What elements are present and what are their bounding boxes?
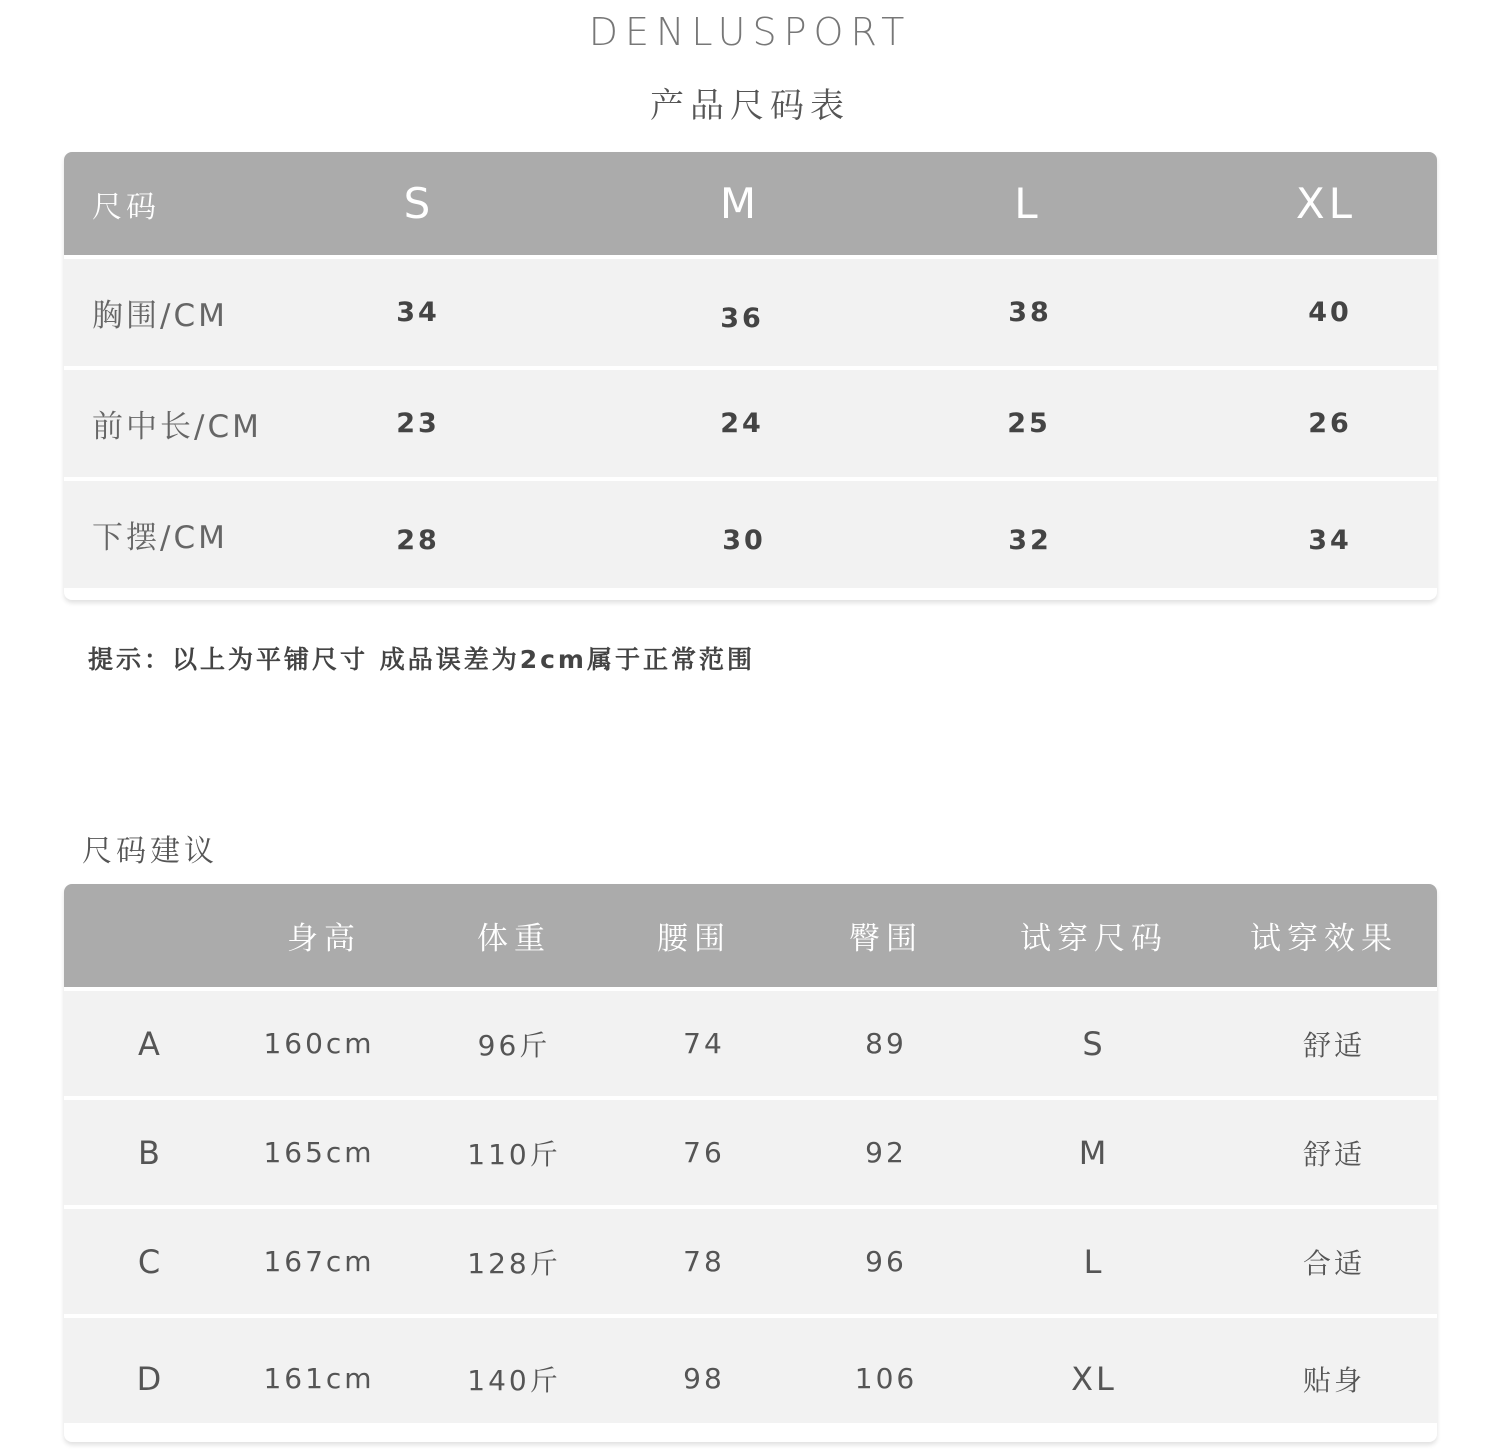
header-size-m: M (719, 179, 761, 228)
header-waist: 腰围 (657, 921, 731, 957)
table-cell: 24 (720, 408, 764, 439)
table-cell: 26 (1308, 408, 1352, 439)
header-weight: 体重 (477, 921, 551, 957)
table-cell: 128斤 (467, 1246, 561, 1280)
row-label: 胸围/CM (92, 298, 228, 334)
table-row (64, 481, 1437, 588)
table-cell: 74 (683, 1027, 725, 1060)
table-cell: 25 (1007, 408, 1051, 439)
table-cell: 78 (683, 1245, 725, 1278)
header-size-xl: XL (1295, 179, 1357, 228)
table-cell: 34 (396, 297, 440, 328)
table-cell: 89 (865, 1027, 907, 1060)
table-cell: 32 (1008, 525, 1052, 556)
table-cell: 161cm (263, 1362, 375, 1395)
table-cell: 106 (854, 1362, 918, 1395)
table-cell: 96 (865, 1245, 907, 1278)
table-cell: 38 (1008, 297, 1052, 328)
table-cell: S (1082, 1024, 1106, 1063)
table-cell: XL (1071, 1359, 1117, 1398)
page-title: 产品尺码表 (650, 86, 850, 126)
table-cell: 舒适 (1302, 1137, 1365, 1171)
table-cell: 36 (720, 303, 764, 334)
size-table-header (64, 152, 1437, 255)
table-cell: 92 (865, 1136, 907, 1169)
row-label: D (136, 1359, 162, 1398)
table-cell: 贴身 (1302, 1363, 1365, 1397)
row-label: 下摆/CM (92, 520, 228, 556)
row-label: 前中长/CM (92, 409, 262, 445)
table-cell: 40 (1308, 297, 1352, 328)
table-row (64, 991, 1437, 1096)
table-cell: L (1083, 1242, 1105, 1281)
header-size-label: 尺码 (92, 189, 160, 225)
table-cell: 165cm (263, 1136, 375, 1169)
recommend-table-header (64, 884, 1437, 987)
table-row (64, 259, 1437, 366)
header-size-l: L (1014, 179, 1042, 228)
table-cell: 28 (396, 525, 440, 556)
table-cell: 23 (396, 408, 440, 439)
table-cell: 34 (1308, 525, 1352, 556)
row-label: A (138, 1024, 160, 1063)
table-row (64, 1209, 1437, 1314)
brand-logo: DENLUSPORT (588, 10, 912, 54)
table-cell: 96斤 (477, 1028, 551, 1062)
row-label: C (137, 1242, 161, 1281)
table-cell: 140斤 (467, 1363, 561, 1397)
section-title: 尺码建议 (82, 834, 218, 869)
header-height: 身高 (287, 921, 361, 957)
table-cell: 30 (722, 525, 766, 556)
size-table (64, 152, 1437, 600)
header-try-effect: 试穿效果 (1250, 921, 1398, 957)
recommend-table (64, 884, 1437, 1442)
tip-note: 提示：以上为平铺尺寸 成品误差为2cm属于正常范围 (88, 645, 755, 674)
table-row (64, 370, 1437, 477)
row-label: B (138, 1133, 160, 1172)
header-hip: 臀围 (849, 921, 923, 957)
table-cell: 167cm (263, 1245, 375, 1278)
header-try-size: 试穿尺码 (1020, 921, 1168, 957)
table-cell: 合适 (1302, 1246, 1365, 1280)
table-cell: 110斤 (467, 1137, 561, 1171)
header-size-s: S (403, 179, 435, 228)
table-cell: 舒适 (1302, 1028, 1365, 1062)
table-cell: 76 (683, 1136, 725, 1169)
table-cell: 98 (683, 1362, 725, 1395)
table-cell: 160cm (263, 1027, 375, 1060)
table-row (64, 1318, 1437, 1423)
table-row (64, 1100, 1437, 1205)
table-cell: M (1078, 1133, 1110, 1172)
